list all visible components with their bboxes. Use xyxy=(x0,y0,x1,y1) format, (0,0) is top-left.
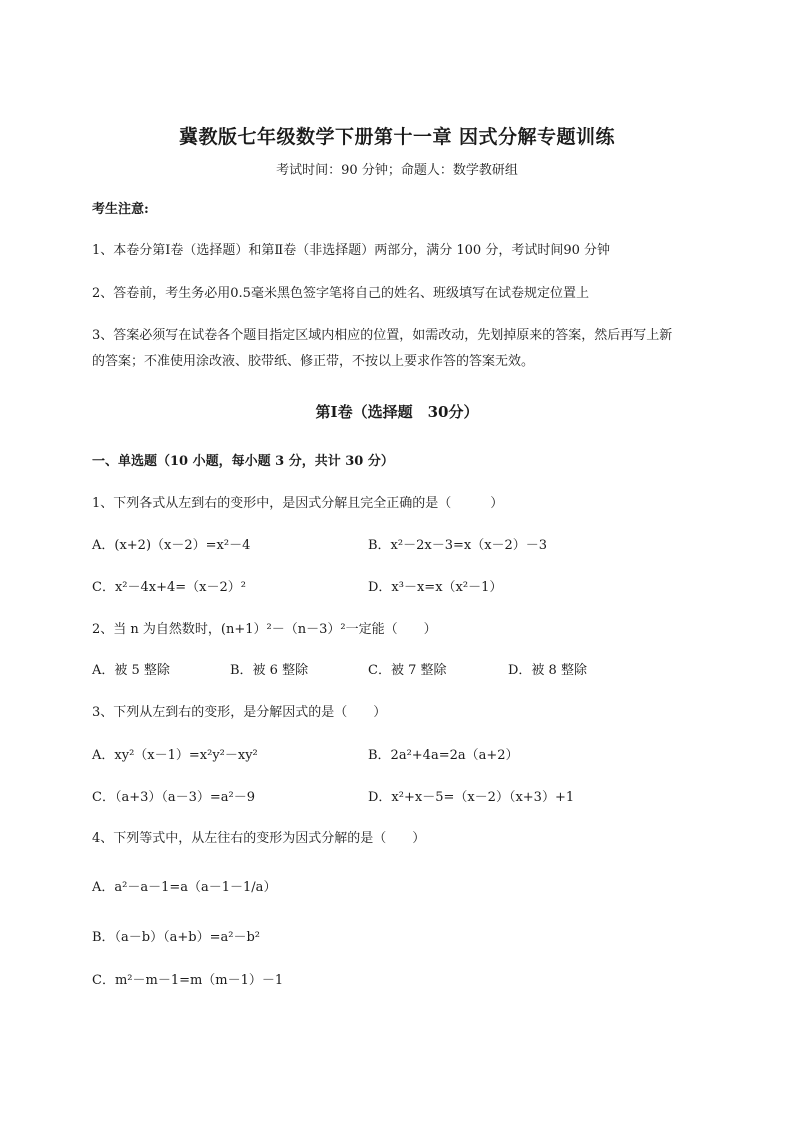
question-2-option-c: C．被 7 整除 xyxy=(368,663,447,678)
question-4-option-b: B．（a－b）（a+b）=a²－b² xyxy=(92,930,260,945)
question-3-option-b: B．2a²+4a=2a（a+2） xyxy=(368,748,519,763)
notice-item-3-cont: 的答案；不准使用涂改液、胶带纸、修正带，不按以上要求作答的答案无效。 xyxy=(92,354,535,369)
part-title: 一、单选题（10 小题，每小题 3 分，共计 30 分） xyxy=(92,454,394,469)
question-2-option-a: A．被 5 整除 xyxy=(92,663,170,678)
question-1-option-a: A．(x+2)（x－2）=x²－4 xyxy=(92,538,251,553)
question-2-stem: 2、当 n 为自然数时，(n+1）²－（n－3）²一定能（ ） xyxy=(92,622,437,637)
question-1-option-b: B．x²－2x－3=x（x－2）－3 xyxy=(368,538,548,553)
question-4-stem: 4、下列等式中，从左往右的变形为因式分解的是（ ） xyxy=(92,831,426,846)
page-subtitle: 考试时间：90 分钟；命题人：数学教研组 xyxy=(276,163,518,178)
question-3-stem: 3、下列从左到右的变形，是分解因式的是（ ） xyxy=(92,705,387,720)
notice-item-2: 2、答卷前，考生务必用0.5毫米黑色签字笔将自己的姓名、班级填写在试卷规定位置上 xyxy=(92,286,589,301)
notice-item-3: 3、答案必须写在试卷各个题目指定区域内相应的位置，如需改动，先划掉原来的答案，然后再写上新 xyxy=(92,328,673,343)
question-2-option-b: B．被 6 整除 xyxy=(230,663,309,678)
question-4-option-c: C．m²－m－1=m（m－1）－1 xyxy=(92,973,284,988)
question-1-stem: 1、下列各式从左到右的变形中，是因式分解且完全正确的是（ ） xyxy=(92,496,504,511)
question-2-option-d: D．被 8 整除 xyxy=(508,663,587,678)
question-3-option-d: D．x²+x－5=（x－2）（x+3）+1 xyxy=(368,790,575,805)
notice-item-1: 1、本卷分第Ⅰ卷（选择题）和第Ⅱ卷（非选择题）两部分，满分 100 分，考试时间90 分钟 xyxy=(92,243,610,258)
notice-heading: 考生注意: xyxy=(92,202,149,217)
section-title: 第Ⅰ卷（选择题 30分） xyxy=(315,403,479,421)
question-3-option-c: C．（a+3）（a－3）=a²－9 xyxy=(92,790,256,805)
question-1-option-d: D．x³－x=x（x²－1） xyxy=(368,580,503,595)
question-3-option-a: A．xy²（x－1）=x²y²－xy² xyxy=(92,748,258,763)
question-4-option-a: A．a²－a－1=a（a－1－1/a） xyxy=(92,880,277,895)
page-title: 冀教版七年级数学下册第十一章 因式分解专题训练 xyxy=(178,126,616,148)
question-1-option-c: C．x²－4x+4=（x－2）² xyxy=(92,580,246,595)
